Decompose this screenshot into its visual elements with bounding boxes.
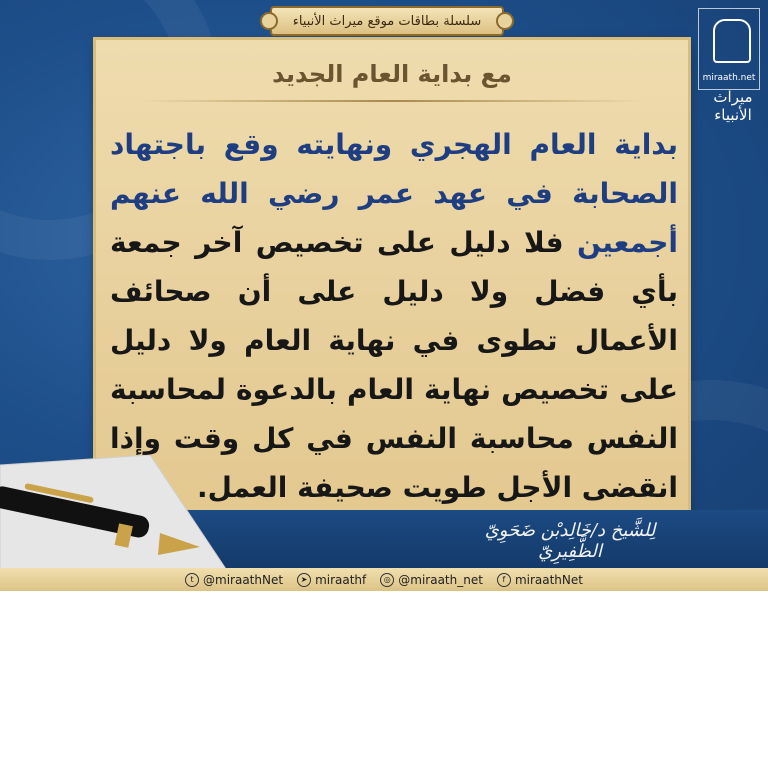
twitter-handle: @miraathNet xyxy=(203,572,284,587)
social-instagram[interactable] xyxy=(380,573,483,587)
telegram-icon: ➤ xyxy=(297,573,311,587)
logo-emblem-icon xyxy=(713,19,751,63)
social-bar xyxy=(0,568,768,591)
logo-label: ميراث الأنبياء xyxy=(713,88,753,124)
social-twitter[interactable] xyxy=(185,573,283,587)
author-name: لِلشَّيخ د/خَالِدبْن ضَحَوِيّ الظَّفِيرِيّ xyxy=(484,520,656,562)
body-text: فلا دليل على تخصيص آخر جمعة بأي فضل ولا دليل على أن صحائف الأعمال تطوى في نهاية العام ولا دليل على تخصيص نهاية العام بالدعوة لمحاسبة النفس محاسبة النفس في كل وقت وإذا انقضى الأجل طويت صحيفة العمل. xyxy=(110,226,678,504)
logo-small-text: miraath.net xyxy=(702,73,756,83)
title-divider xyxy=(140,100,644,102)
telegram-handle: miraathf xyxy=(315,572,367,587)
instagram-handle: @miraath_net xyxy=(398,572,483,587)
series-banner xyxy=(270,6,504,36)
instagram-icon: ◎ xyxy=(380,573,394,587)
facebook-icon: f xyxy=(497,573,511,587)
highlight-line-2: الصحابة في عهد عمر رضي الله عنهم أجمعين xyxy=(110,177,678,259)
highlight-line-1: بداية العام الهجري ونهايته وقع باجتهاد xyxy=(110,128,678,161)
social-telegram[interactable] xyxy=(297,573,366,587)
site-logo[interactable] xyxy=(698,8,760,90)
facebook-handle: miraathNet xyxy=(514,572,583,587)
main-text xyxy=(110,120,678,512)
page-title: مع بداية العام الجديد xyxy=(272,60,512,88)
social-facebook[interactable] xyxy=(497,573,583,587)
series-label: سلسلة بطاقات موقع ميراث الأنبياء xyxy=(292,13,482,29)
twitter-icon: t xyxy=(185,573,199,587)
